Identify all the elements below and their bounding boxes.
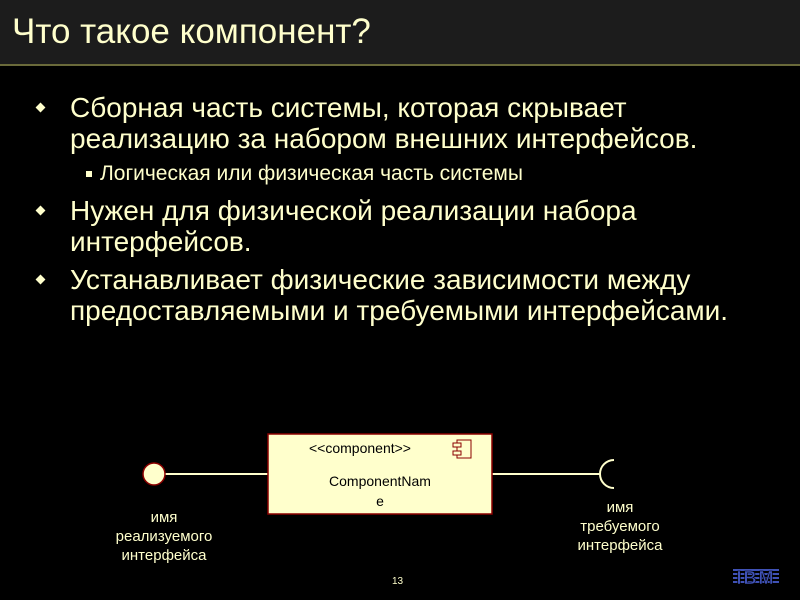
component-name-line1: ComponentNam [329,473,431,489]
diamond-bullet-icon [36,103,46,113]
sub-bullet-text: Логическая или физическая часть системы [100,162,523,185]
bullet-list [0,92,800,333]
required-interface-socket-icon [600,460,614,488]
caption-line: интерфейса [121,547,207,564]
caption-line: интерфейса [577,537,663,554]
provided-interface-ball-icon [143,463,165,485]
caption-line: имя [150,509,178,526]
component-name-line2: e [376,493,384,509]
diamond-bullet-icon [36,275,46,285]
diamond-bullet-icon [36,206,46,216]
slide-title: Что такое компонент? [12,12,371,51]
bullet-text: Устанавливает физические зависимости между предоставляемыми и требуемыми интерфейсами. [70,264,729,326]
ibm-logo [727,566,785,588]
bullet-item [0,264,800,326]
provided-interface-caption [94,508,234,565]
square-bullet-icon [86,171,92,177]
caption-line: имя [606,499,634,516]
bullet-item [0,92,800,154]
svg-text:IBM: IBM [736,568,776,588]
required-interface-caption [550,498,690,555]
bullet-text: Нужен для физической реализации набора интерфейсов. [70,195,637,257]
caption-line: реализуемого [115,528,213,545]
caption-line: требуемого [580,518,660,535]
title-divider [0,64,800,66]
bullet-text: Сборная часть системы, которая скрывает реализацию за набором внешних интерфейсов. [70,92,698,154]
sub-bullet-item [0,161,800,187]
bullet-item [0,195,800,257]
page-number: 13 [392,576,404,587]
component-stereotype: <<component>> [309,440,411,456]
